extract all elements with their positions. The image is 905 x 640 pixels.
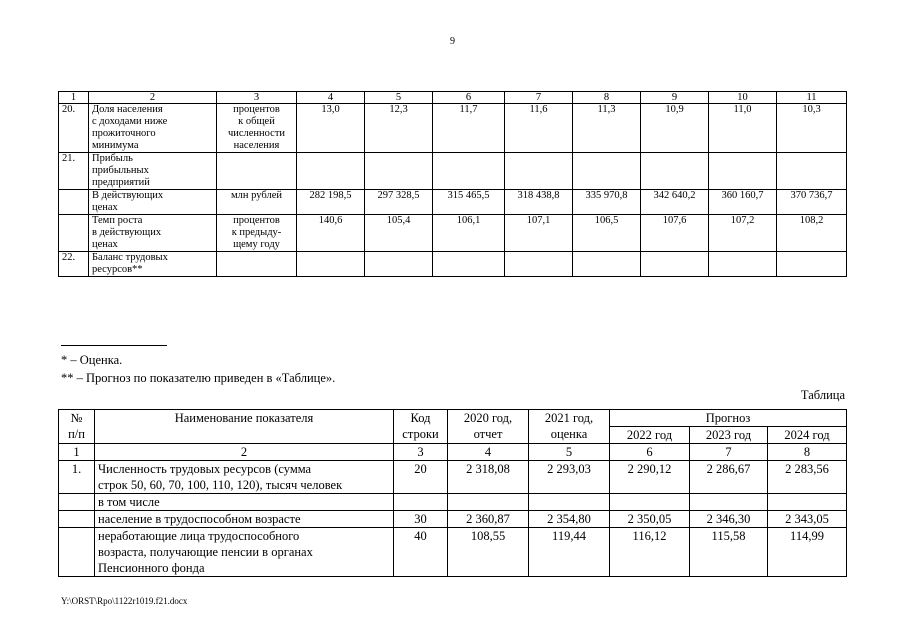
row-number: 1. bbox=[59, 461, 95, 494]
value-cell bbox=[573, 153, 641, 190]
unit bbox=[217, 190, 297, 215]
value-cell: 13,0 bbox=[297, 104, 365, 153]
table-row bbox=[59, 528, 847, 577]
table-row bbox=[59, 104, 847, 153]
value-cell bbox=[297, 153, 365, 190]
value-cell: 105,4 bbox=[365, 215, 433, 252]
header-col-10: 10 bbox=[709, 92, 777, 104]
header-2022: 2022 год bbox=[610, 427, 690, 444]
value-cell: 2 343,05 bbox=[768, 511, 847, 528]
row-code bbox=[394, 494, 448, 511]
value-cell bbox=[768, 494, 847, 511]
value-cell: 10,3 bbox=[777, 104, 847, 153]
footnote-2: ** – Прогноз по показателю приведен в «Таблице». bbox=[61, 371, 336, 385]
header-col-4: 4 bbox=[297, 92, 365, 104]
value-cell: 140,6 bbox=[297, 215, 365, 252]
header-col-3: 3 bbox=[217, 92, 297, 104]
value-cell: 10,9 bbox=[641, 104, 709, 153]
value-cell: 370 736,7 bbox=[777, 190, 847, 215]
column-number: 1 bbox=[59, 444, 95, 461]
value-cell: 107,2 bbox=[709, 215, 777, 252]
value-cell: 297 328,5 bbox=[365, 190, 433, 215]
value-cell bbox=[433, 153, 505, 190]
unit-line: численности bbox=[227, 128, 286, 139]
column-number: 7 bbox=[690, 444, 768, 461]
value-cell bbox=[777, 252, 847, 277]
value-cell: 107,1 bbox=[505, 215, 573, 252]
value-cell: 2 346,30 bbox=[690, 511, 768, 528]
row-number bbox=[59, 494, 95, 511]
value-cell bbox=[505, 153, 573, 190]
row-number bbox=[59, 511, 95, 528]
column-number: 5 bbox=[529, 444, 610, 461]
value-cell: 11,6 bbox=[505, 104, 573, 153]
value-cell bbox=[610, 494, 690, 511]
indicator-name-line: Темп роста bbox=[92, 215, 143, 226]
header-no: № п/п bbox=[59, 410, 95, 444]
header-col-1: 1 bbox=[59, 92, 89, 104]
unit bbox=[217, 215, 297, 252]
table-row bbox=[59, 511, 847, 528]
indicator-name bbox=[89, 252, 217, 277]
row-number bbox=[59, 528, 95, 577]
row-number: 20. bbox=[59, 104, 89, 153]
indicator-name bbox=[95, 528, 394, 577]
column-numbers-row bbox=[59, 444, 847, 461]
unit bbox=[217, 104, 297, 153]
value-cell: 114,99 bbox=[768, 528, 847, 577]
header-2024: 2024 год bbox=[768, 427, 847, 444]
indicator-name-line: ценах bbox=[92, 202, 118, 213]
value-cell bbox=[709, 153, 777, 190]
value-cell: 108,55 bbox=[448, 528, 529, 577]
indicator-name-line: В действующих bbox=[92, 190, 164, 201]
value-cell: 107,6 bbox=[641, 215, 709, 252]
indicator-name-line: Баланс трудовых bbox=[92, 252, 168, 263]
header-col-7: 7 bbox=[505, 92, 573, 104]
table-row bbox=[59, 190, 847, 215]
unit-line: процентов bbox=[233, 215, 280, 226]
value-cell: 116,12 bbox=[610, 528, 690, 577]
value-cell bbox=[573, 252, 641, 277]
page-number: 9 bbox=[450, 36, 455, 47]
indicator-name-line: ресурсов** bbox=[92, 264, 143, 275]
indicator-name bbox=[89, 104, 217, 153]
table-row bbox=[59, 494, 847, 511]
value-cell bbox=[641, 153, 709, 190]
value-cell: 2 350,05 bbox=[610, 511, 690, 528]
value-cell bbox=[365, 252, 433, 277]
header-col-6: 6 bbox=[433, 92, 505, 104]
value-cell: 2 360,87 bbox=[448, 511, 529, 528]
unit-line: млн рублей bbox=[231, 190, 282, 201]
indicator-name-line: прожиточного bbox=[92, 128, 156, 139]
value-cell: 119,44 bbox=[529, 528, 610, 577]
unit-line: щему году bbox=[233, 239, 280, 250]
value-cell bbox=[529, 494, 610, 511]
header-code: Код строки bbox=[394, 410, 448, 444]
value-cell bbox=[690, 494, 768, 511]
indicator-name-line: в действующих bbox=[92, 227, 162, 238]
header-col-9: 9 bbox=[641, 92, 709, 104]
indicator-name-line: в том числе bbox=[98, 495, 160, 509]
row-number: 21. bbox=[59, 153, 89, 190]
column-number: 4 bbox=[448, 444, 529, 461]
unit bbox=[217, 153, 297, 190]
table-row bbox=[59, 252, 847, 277]
value-cell: 342 640,2 bbox=[641, 190, 709, 215]
unit bbox=[217, 252, 297, 277]
indicator-name-line: Численность трудовых ресурсов (сумма bbox=[98, 462, 312, 476]
value-cell: 2 290,12 bbox=[610, 461, 690, 494]
indicator-name-line: неработающие лица трудоспособного bbox=[98, 529, 300, 543]
header-2021: 2021 год, оценка bbox=[529, 410, 610, 444]
unit-line: населения bbox=[233, 140, 280, 151]
table-row bbox=[59, 461, 847, 494]
column-number: 2 bbox=[95, 444, 394, 461]
header-col-8: 8 bbox=[573, 92, 641, 104]
unit-line: к предыду- bbox=[231, 227, 282, 238]
value-cell bbox=[777, 153, 847, 190]
value-cell: 2 286,67 bbox=[690, 461, 768, 494]
header-2023: 2023 год bbox=[690, 427, 768, 444]
value-cell bbox=[297, 252, 365, 277]
header-2020: 2020 год, отчет bbox=[448, 410, 529, 444]
value-cell: 115,58 bbox=[690, 528, 768, 577]
value-cell: 2 283,56 bbox=[768, 461, 847, 494]
file-path: Y:\ORST\Rpo\1122r1019.f21.docx bbox=[61, 596, 188, 606]
indicator-name-line: предприятий bbox=[92, 177, 150, 188]
header-col-11: 11 bbox=[777, 92, 847, 104]
indicator-name-line: с доходами ниже bbox=[92, 116, 168, 127]
indicator-name-line: строк 50, 60, 70, 100, 110, 120), тысяч человек bbox=[98, 478, 343, 492]
value-cell: 2 354,80 bbox=[529, 511, 610, 528]
value-cell: 11,0 bbox=[709, 104, 777, 153]
indicator-name bbox=[95, 511, 394, 528]
unit-line: к общей bbox=[238, 116, 275, 127]
indicator-name bbox=[95, 461, 394, 494]
value-cell: 315 465,5 bbox=[433, 190, 505, 215]
row-code: 20 bbox=[394, 461, 448, 494]
header-forecast: Прогноз bbox=[610, 410, 847, 427]
footnote-1: * – Оценка. bbox=[61, 353, 123, 367]
header-row bbox=[59, 92, 847, 104]
value-cell bbox=[641, 252, 709, 277]
value-cell: 335 970,8 bbox=[573, 190, 641, 215]
indicator-name-line: население в трудоспособном возрасте bbox=[98, 512, 301, 526]
indicator-name bbox=[89, 190, 217, 215]
header-col-5: 5 bbox=[365, 92, 433, 104]
indicator-name-line: прибыльных bbox=[92, 165, 149, 176]
table-caption: Таблица bbox=[800, 388, 845, 402]
value-cell bbox=[365, 153, 433, 190]
value-cell bbox=[448, 494, 529, 511]
indicator-name-line: ценах bbox=[92, 239, 118, 250]
row-number bbox=[59, 190, 89, 215]
value-cell: 106,5 bbox=[573, 215, 641, 252]
value-cell bbox=[709, 252, 777, 277]
value-cell bbox=[433, 252, 505, 277]
value-cell: 108,2 bbox=[777, 215, 847, 252]
indicator-name-line: Пенсионного фонда bbox=[98, 561, 205, 575]
value-cell: 106,1 bbox=[433, 215, 505, 252]
table-row bbox=[59, 215, 847, 252]
row-number bbox=[59, 215, 89, 252]
column-number: 6 bbox=[610, 444, 690, 461]
value-cell: 282 198,5 bbox=[297, 190, 365, 215]
value-cell: 2 318,08 bbox=[448, 461, 529, 494]
value-cell bbox=[505, 252, 573, 277]
value-cell: 360 160,7 bbox=[709, 190, 777, 215]
labor-resources-table bbox=[58, 409, 847, 577]
indicator-name-line: Прибыль bbox=[92, 153, 133, 164]
unit-line: процентов bbox=[233, 104, 280, 115]
indicators-table bbox=[58, 91, 847, 277]
value-cell: 318 438,8 bbox=[505, 190, 573, 215]
indicator-name bbox=[95, 494, 394, 511]
column-number: 8 bbox=[768, 444, 847, 461]
indicator-name-line: возраста, получающие пенсии в органах bbox=[98, 545, 313, 559]
value-cell: 11,3 bbox=[573, 104, 641, 153]
value-cell: 2 293,03 bbox=[529, 461, 610, 494]
row-code: 40 bbox=[394, 528, 448, 577]
column-number: 3 bbox=[394, 444, 448, 461]
indicator-name-line: Доля населения bbox=[92, 104, 163, 115]
footnote-rule bbox=[61, 345, 167, 346]
indicator-name bbox=[89, 153, 217, 190]
row-number: 22. bbox=[59, 252, 89, 277]
indicator-name-line: минимума bbox=[92, 140, 139, 151]
table-row bbox=[59, 153, 847, 190]
header-indicator-name: Наименование показателя bbox=[95, 410, 394, 444]
value-cell: 12,3 bbox=[365, 104, 433, 153]
value-cell: 11,7 bbox=[433, 104, 505, 153]
header-col-2: 2 bbox=[89, 92, 217, 104]
indicator-name bbox=[89, 215, 217, 252]
row-code: 30 bbox=[394, 511, 448, 528]
